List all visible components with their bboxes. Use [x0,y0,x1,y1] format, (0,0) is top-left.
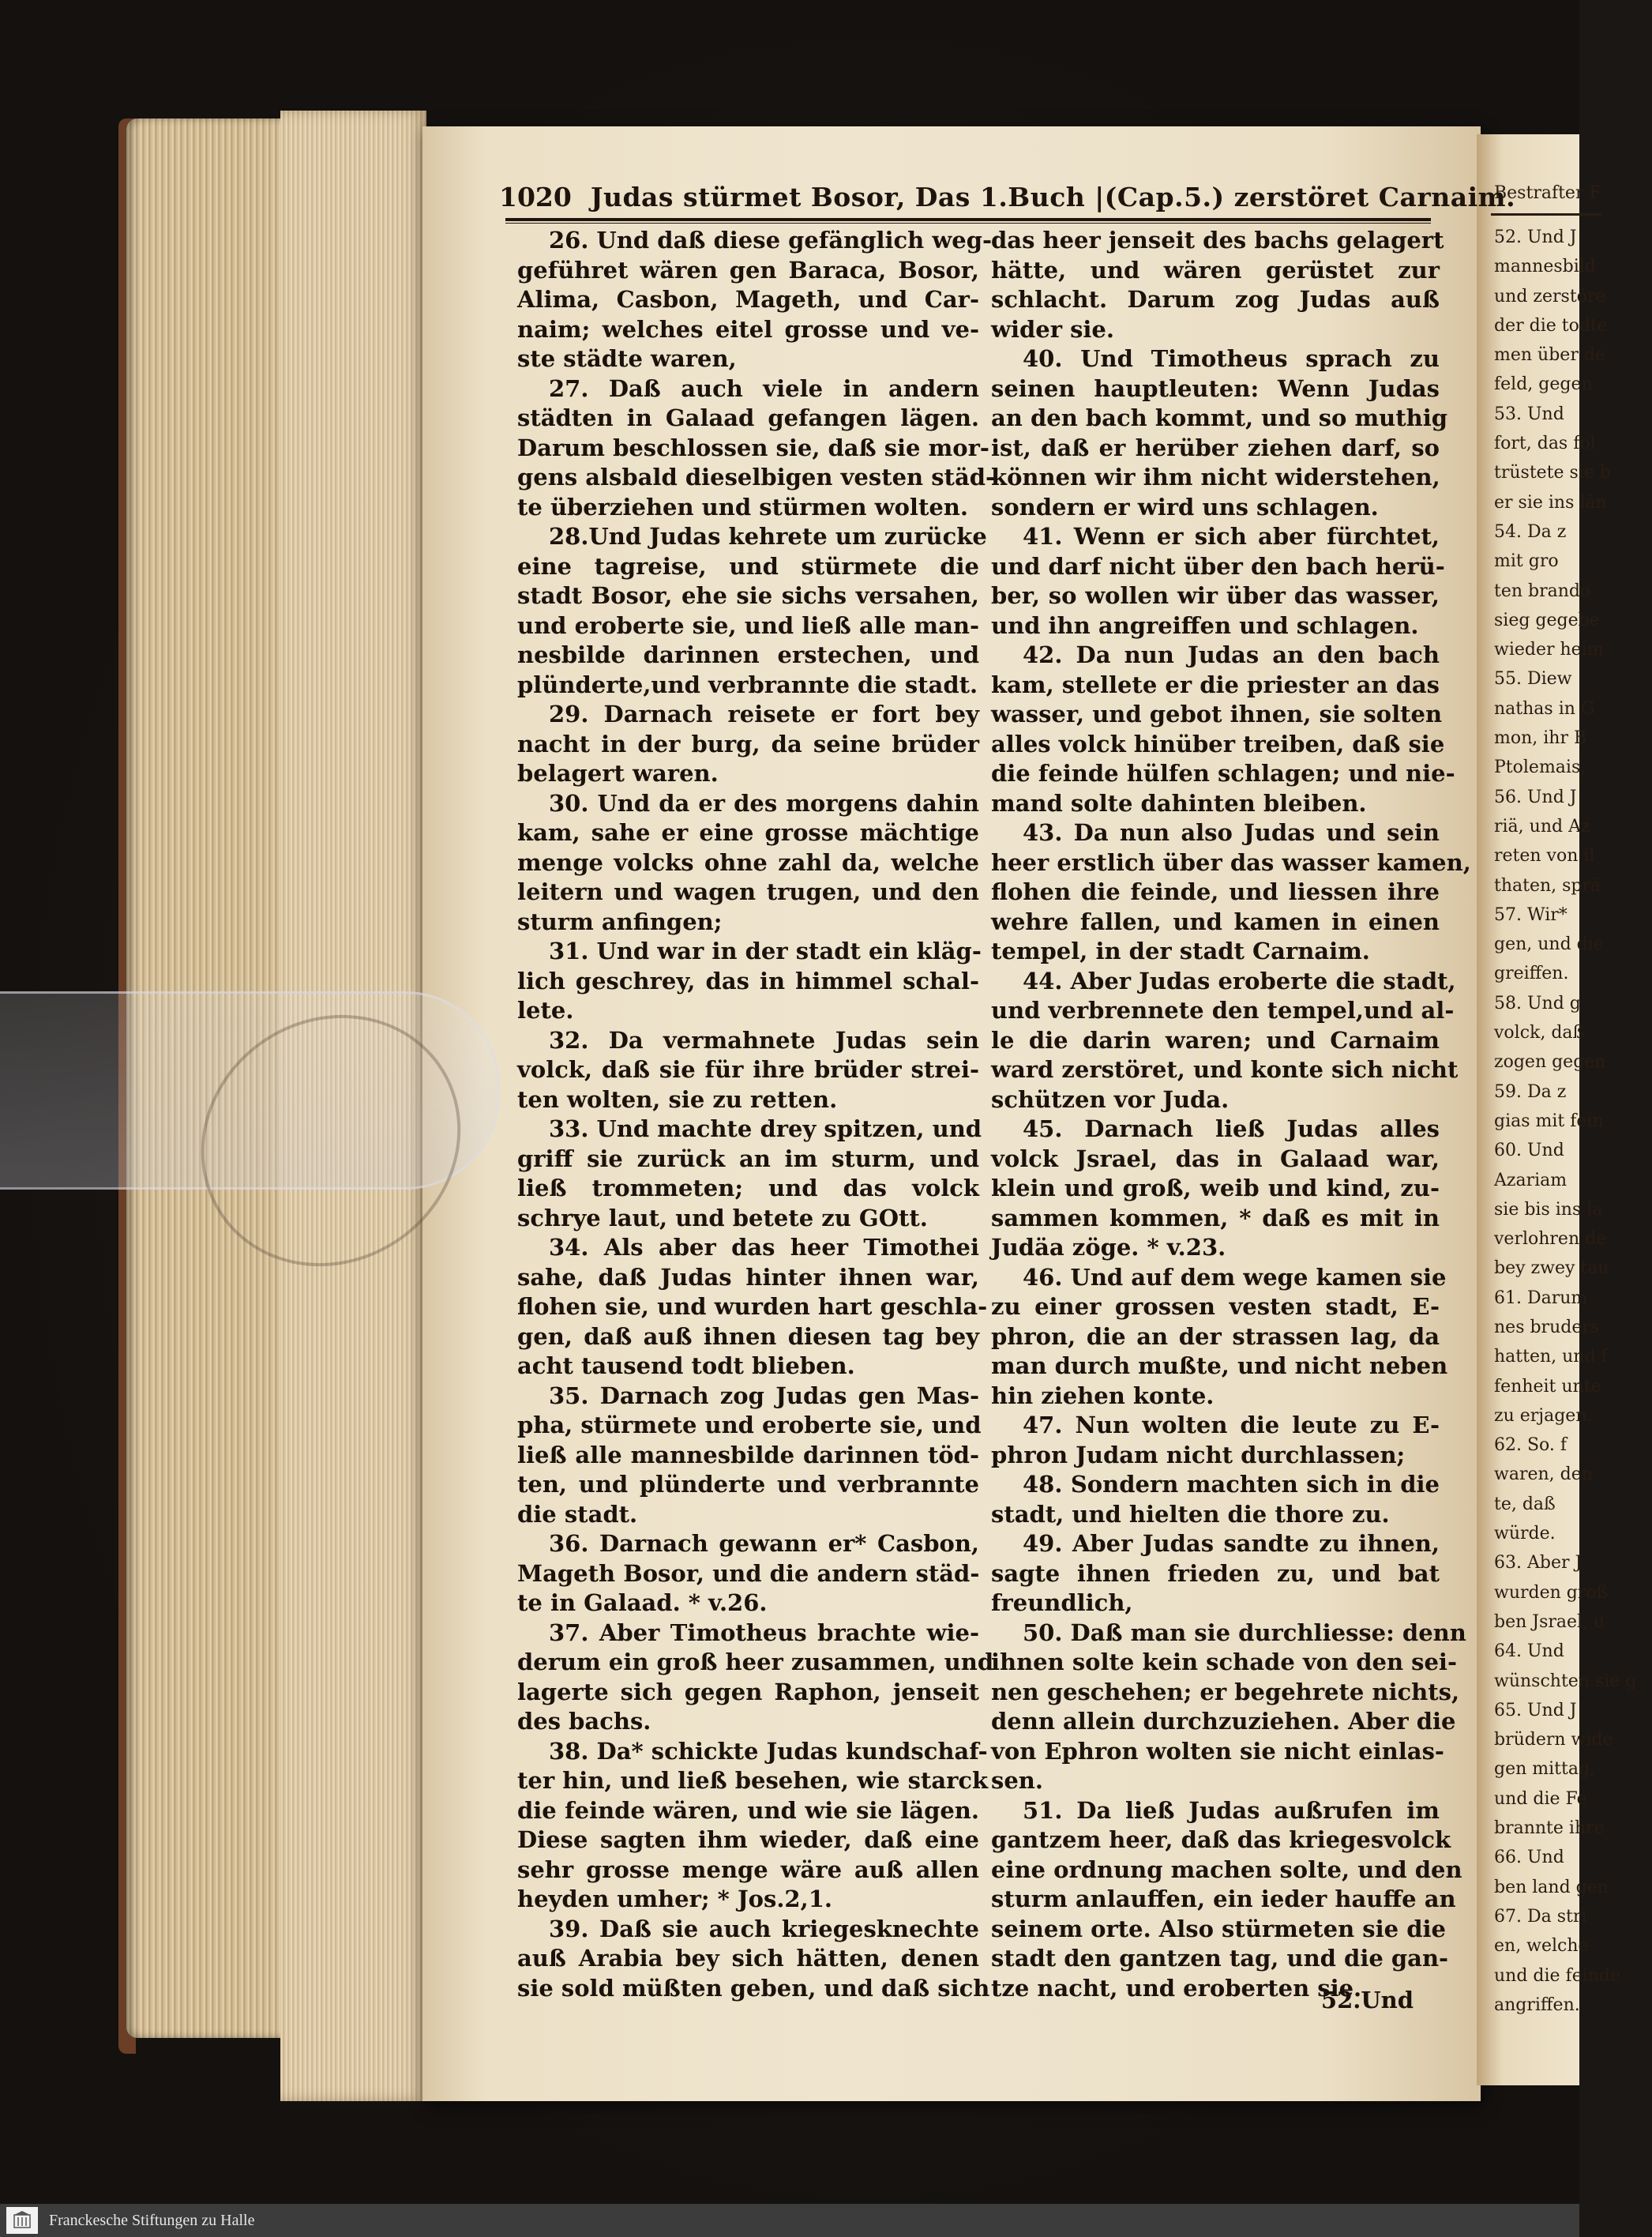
facing-page-line: thaten, sprä [1494,875,1601,896]
facing-page-line: 53. Und [1494,404,1564,424]
catchword: 52.Und [1320,1987,1414,2013]
text-line: ten wolten, sie zu retten. [517,1085,838,1113]
text-line: sie sold müßten geben, und daß sich [517,1974,990,2002]
facing-page-line: wurden groß [1494,1582,1609,1603]
text-line: 45. Darnach ließ Judas alles [1023,1115,1440,1142]
facing-page-line: men über de [1494,345,1605,366]
text-line: eine tagreise, und stürmete die [517,552,979,580]
text-line: man durch mußte, und nicht neben [991,1352,1448,1379]
facing-page-line: sie bis ins la [1494,1199,1603,1220]
text-line: derum ein groß heer zusammen, und [517,1649,994,1675]
text-line: 28.Und Judas kehrete um zurücke [549,523,987,550]
text-line: menge volcks ohne zahl da, welche [517,848,979,876]
text-line: sondern er wird uns schlagen. [991,493,1379,521]
facing-page-line: fort, das fol [1494,434,1596,454]
text-line: lete. [517,997,574,1024]
facing-page-line: 60. Und [1494,1141,1564,1161]
facing-page-line: sieg gegebe [1494,610,1600,630]
facing-page-line: bey zwey tau [1494,1258,1609,1279]
text-line: und ihn angreiffen und schlagen. [991,611,1419,639]
facing-page-header: Bestrafter F [1494,183,1601,203]
facing-page-line: zu erjagen. [1494,1405,1593,1426]
facing-page-line: 58. Und g [1494,993,1581,1013]
text-line: te überziehen und stürmen wolten. [517,493,968,521]
text-line: nacht in der burg, da seine brüder [517,730,979,758]
facing-page-line: ben land gen [1494,1877,1609,1897]
text-line: Alima, Casbon, Mageth, und Car- [517,286,979,313]
facing-page-line: 65. Und J [1494,1700,1577,1720]
text-line: Diese sagten ihm wieder, daß eine [517,1826,979,1853]
text-line: schrye laut, und betete zu GOtt. [517,1204,928,1231]
facing-page-line: hatten, und f [1494,1347,1608,1367]
facing-page-line: angriffen. [1494,1995,1580,2015]
text-line: 29. Darnach reisete er fort bey [549,701,979,727]
text-line: 48. Sondern machten sich in die [1023,1471,1440,1498]
text-line: tempel, in der stadt Carnaim. [991,938,1370,964]
facing-page-line: reten von il [1494,846,1595,867]
text-line: hätte, und wären gerüstet zur [991,256,1440,284]
text-line: auß Arabia bey sich hätten, denen [517,1945,979,1972]
text-line: schützen vor Juda. [991,1085,1230,1113]
text-line: und darf nicht über den bach herü- [991,552,1445,580]
text-line: stadt, und hielten die thore zu. [991,1500,1390,1528]
text-line: sammen kommen, * daß es mit in [991,1204,1440,1231]
text-line: leitern und wagen trugen, und den [517,878,979,905]
text-line: 36. Darnach gewann er* Casbon, [549,1530,979,1557]
text-line: Darum beschlossen sie, daß sie mor- [517,434,989,461]
text-line: 30. Und da er des morgens dahin [549,789,979,817]
facing-page-line: und die feinde [1494,1965,1621,1986]
text-line: kam, stellete er die priester an das [991,671,1440,698]
facing-page-line: würde. [1494,1524,1556,1544]
text-line: die feinde wären, und wie sie lägen. [517,1796,979,1824]
text-line: sahe, daß Judas hinter ihnen war, [517,1263,979,1291]
text-line: an den bach kommt, und so muthig [991,404,1448,431]
facing-page-line: 67. Da stri [1494,1906,1587,1927]
facing-page-line: Ptolemais, [1494,758,1586,778]
text-line: tze nacht, und eroberten sie. [991,1974,1362,2002]
facing-page-line: gen mittag, [1494,1759,1596,1780]
facing-page-line: mit gro [1494,551,1559,572]
facing-page-line: te, daß [1494,1494,1556,1514]
facing-page-line: fenheit unte [1494,1376,1601,1397]
facing-page-line: nes bruders [1494,1317,1600,1337]
running-title: Judas stürmet Bosor, Das 1.Buch |(Cap.5.) zerstöret Carnaim. [590,182,1516,212]
text-line: mand solte dahinten bleiben. [991,789,1367,817]
text-line: phron, die an der strassen lag, da [991,1322,1440,1350]
text-line: sturm anfingen; [517,908,723,935]
text-line: und eroberte sie, und ließ alle man- [517,611,979,639]
facing-page-line: verlohren de [1494,1229,1607,1250]
facing-page-line: wieder heim [1494,640,1604,660]
text-line: Judäa zöge. * v.23. [991,1234,1226,1261]
text-line: 31. Und war in der stadt ein kläg- [549,938,982,964]
text-line: 34. Als aber das heer Timothei [549,1234,979,1261]
text-line: sen. [991,1767,1043,1794]
text-line: hin ziehen konte. [991,1382,1215,1409]
text-line: wider sie. [991,315,1114,343]
text-line: te in Galaad. * v.26. [517,1589,768,1616]
right-column [991,226,1471,2003]
text-line: 37. Aber Timotheus brachte wie- [549,1619,979,1646]
text-line: nesbilde darinnen erstechen, und [517,641,979,668]
text-line: geführet wären gen Baraса, Bosor, [517,256,979,284]
text-line: das heer jenseit des bachs gelagert [991,227,1444,254]
text-line: ten, und plünderte und verbrannte [517,1471,979,1498]
text-line: 43. Da nun also Judas und sein [1023,819,1440,846]
text-line: flohen die feinde, und liessen ihre [991,878,1440,905]
facing-page-line: und die Fe [1494,1788,1587,1809]
text-line: ist, daß er herüber ziehen darf, so [991,434,1440,461]
facing-page-line: 59. Da z [1494,1081,1567,1102]
text-line: 46. Und auf dem wege kamen sie [1023,1263,1447,1291]
text-line: 51. Da ließ Judas außrufen im [1023,1796,1440,1824]
text-line: 26. Und daß diese gefänglich weg- [549,227,993,254]
text-line: belagert waren. [517,760,719,787]
facing-page-line: zogen gegen [1494,1052,1606,1073]
text-line: 27. Daß auch viele in andern [549,374,979,402]
facing-page-line: 66. Und [1494,1848,1564,1868]
text-line: ter hin, und ließ besehen, wie starck [517,1767,989,1794]
text-line: sehr grosse menge wäre auß allen [517,1855,979,1883]
facing-page-line: und zerstöre [1494,286,1606,306]
facing-page-line: gias mit fein [1494,1111,1604,1131]
facing-page-line: 64. Und [1494,1641,1564,1662]
page-number: 1020 [499,182,572,212]
text-line: klein und groß, weib und kind, zu- [991,1175,1440,1201]
header-rule-thin [505,223,1431,224]
text-line: 35. Darnach zog Judas gen Mas- [549,1382,979,1409]
facing-page-line: 55. Diew [1494,669,1572,690]
text-line: 47. Nun wolten die leute zu E- [1023,1412,1440,1438]
text-line: 49. Aber Judas sandte zu ihnen, [1023,1530,1440,1557]
running-head [499,182,1516,213]
text-line: ließ alle mannesbilde darinnen töd- [517,1441,979,1468]
text-line: volck Jsrael, das in Galaad war, [991,1145,1440,1172]
text-line: ihnen solte kein schade von den sei- [991,1649,1457,1675]
text-line: naim; welches eitel grosse und ve- [517,315,979,343]
text-line: seinen hauptleuten: Wenn Judas [991,374,1440,402]
text-line: des bachs. [517,1708,651,1735]
facing-page-line: 52. Und J [1494,227,1577,247]
text-line: stadt Bosor, ehe sie sichs versahen, [517,582,979,609]
text-line: denn allein durchzuziehen. Aber die [991,1708,1456,1735]
text-line: stadt den gantzen tag, und die gan- [991,1945,1449,1972]
text-line: sagte ihnen frieden zu, und bat [991,1559,1440,1587]
text-line: 40. Und Timotheus sprach zu [1023,345,1440,372]
text-line: phron Judam nicht durchlassen; [991,1441,1406,1468]
text-line: und verbrennete den tempel,und al- [991,997,1455,1024]
facing-page-line: er sie ins län [1494,492,1607,513]
facing-page-line: nathas in G [1494,698,1595,719]
text-line: lagerte sich gegen Raphon, jenseit [517,1678,979,1705]
facing-page-line: ben Jsrael, u [1494,1611,1605,1632]
facing-page-line: mannesbild [1494,257,1596,277]
text-line: ste städte waren, [517,345,737,372]
text-line: können wir ihm nicht widerstehen, [991,464,1440,491]
facing-page-line: ten brando [1494,581,1591,601]
facing-page-line: 61. Darum [1494,1288,1588,1308]
text-line: zu einer grossen vesten stadt, E- [991,1293,1440,1320]
left-column [517,226,996,2003]
facing-page-line: feld, gegen [1494,374,1593,395]
text-line: die feinde hülfen schlagen; und nie- [991,760,1455,787]
facing-page-fragment [1477,134,1637,2085]
facing-page-line: volck, daß [1494,1023,1585,1043]
text-line: heyden umher; * Jos.2,1. [517,1885,832,1912]
text-line: alles volck hinüber treiben, daß sie [991,730,1445,758]
text-line: 39. Daß sie auch kriegesknechte [549,1915,979,1942]
text-line: von Ephron wolten sie nicht einlas- [991,1737,1444,1765]
text-line: ber, so wollen wir über das wasser, [991,582,1440,609]
text-line: le die darin waren; und Carnaim [991,1026,1440,1054]
text-line: Mageth Bosor, und die andern städ- [517,1559,980,1587]
text-line: seinem orte. Also stürmeten sie die [991,1915,1446,1942]
text-line: 41. Wenn er sich aber fürchtet, [1023,523,1440,550]
text-line: gens alsbald dieselbigen vesten städ- [517,464,996,491]
text-line: schlacht. Darum zog Judas auß [991,286,1440,313]
text-line: flohen sie, und wurden hart geschla- [517,1293,988,1320]
text-line: acht tausend todt blieben. [517,1352,855,1379]
facing-page-rule [1491,213,1601,216]
text-line: gantzem heer, daß das kriegesvolck [991,1826,1451,1853]
facing-page-line: Azariam [1494,1170,1568,1190]
facing-page-line: der die todte [1494,315,1608,336]
text-line: 33. Und machte drey spitzen, und [549,1115,982,1142]
facing-page-line: 57. Wir* [1494,904,1568,925]
institution-logo-icon [6,2207,38,2234]
text-line: 44. Aber Judas eroberte die stadt, [1023,967,1456,994]
text-line: die stadt. [517,1500,638,1528]
text-line: heer erstlich über das wasser kamen, [991,848,1471,876]
facing-page-text [1494,223,1652,2020]
text-line: sturm anlauffen, ein ieder hauffe an [991,1885,1456,1912]
text-line: pha, stürmete und eroberte sie, und [517,1412,982,1438]
institution-name: Franckesche Stiftungen zu Halle [49,2211,255,2229]
facing-page-line: 54. Da z [1494,521,1567,542]
text-line: nen geschehen; er begehrete nichts, [991,1678,1460,1705]
facing-page-line: 63. Aber J [1494,1553,1583,1573]
facing-page-line: 62. So. f [1494,1435,1568,1456]
text-line: griff sie zurück an im sturm, und [517,1145,979,1172]
facing-page-line: brüdern wide [1494,1730,1613,1750]
text-line: freundlich, [991,1589,1133,1616]
text-line: städten in Galaad gefangen lägen. [517,404,979,431]
facing-page-line: gen, und die [1494,934,1604,955]
text-line: ließ trommeten; und das volck [517,1175,979,1201]
text-line: 50. Daß man sie durchliesse: denn [1023,1619,1466,1646]
text-line: wasser, und gebot ihnen, sie solten [991,701,1443,727]
facing-page-line: waren, den [1494,1464,1593,1485]
facing-page-line: greiffen. [1494,964,1569,984]
text-line: gen, daß auß ihnen diesen tag bey [517,1322,979,1350]
text-line: plünderte,und verbrannte die stadt. [517,671,978,698]
facing-page-line: riä, und Az [1494,816,1590,837]
facing-page-line: en, welche [1494,1936,1589,1957]
facing-page-line: wünschten sie g [1494,1671,1637,1691]
facing-page-line: brannte ihre [1494,1818,1605,1839]
facing-page-line: 56. Und J [1494,787,1577,807]
text-line: volck, daß sie für ihre brüder strei- [517,1056,979,1083]
text-line: eine ordnung machen solte, und den [991,1855,1462,1883]
facing-page-line: trüstete sie b [1494,463,1611,483]
text-line: wehre fallen, und kamen in einen [991,908,1440,935]
text-line: kam, sahe er eine grosse mächtige [517,819,979,846]
facing-page-line: mon, ihr B [1494,728,1587,749]
text-line: lich geschrey, das in himmel schal- [517,967,979,994]
text-line: 38. Da* schickte Judas kundschaf- [549,1737,988,1765]
text-line: ward zerstöret, und konte sich nicht [991,1056,1459,1083]
text-line: 32. Da vermahnete Judas sein [549,1026,979,1054]
header-rule [505,218,1431,221]
text-line: 42. Da nun Judas an den bach [1023,641,1440,668]
footer-bar [0,2204,1579,2237]
